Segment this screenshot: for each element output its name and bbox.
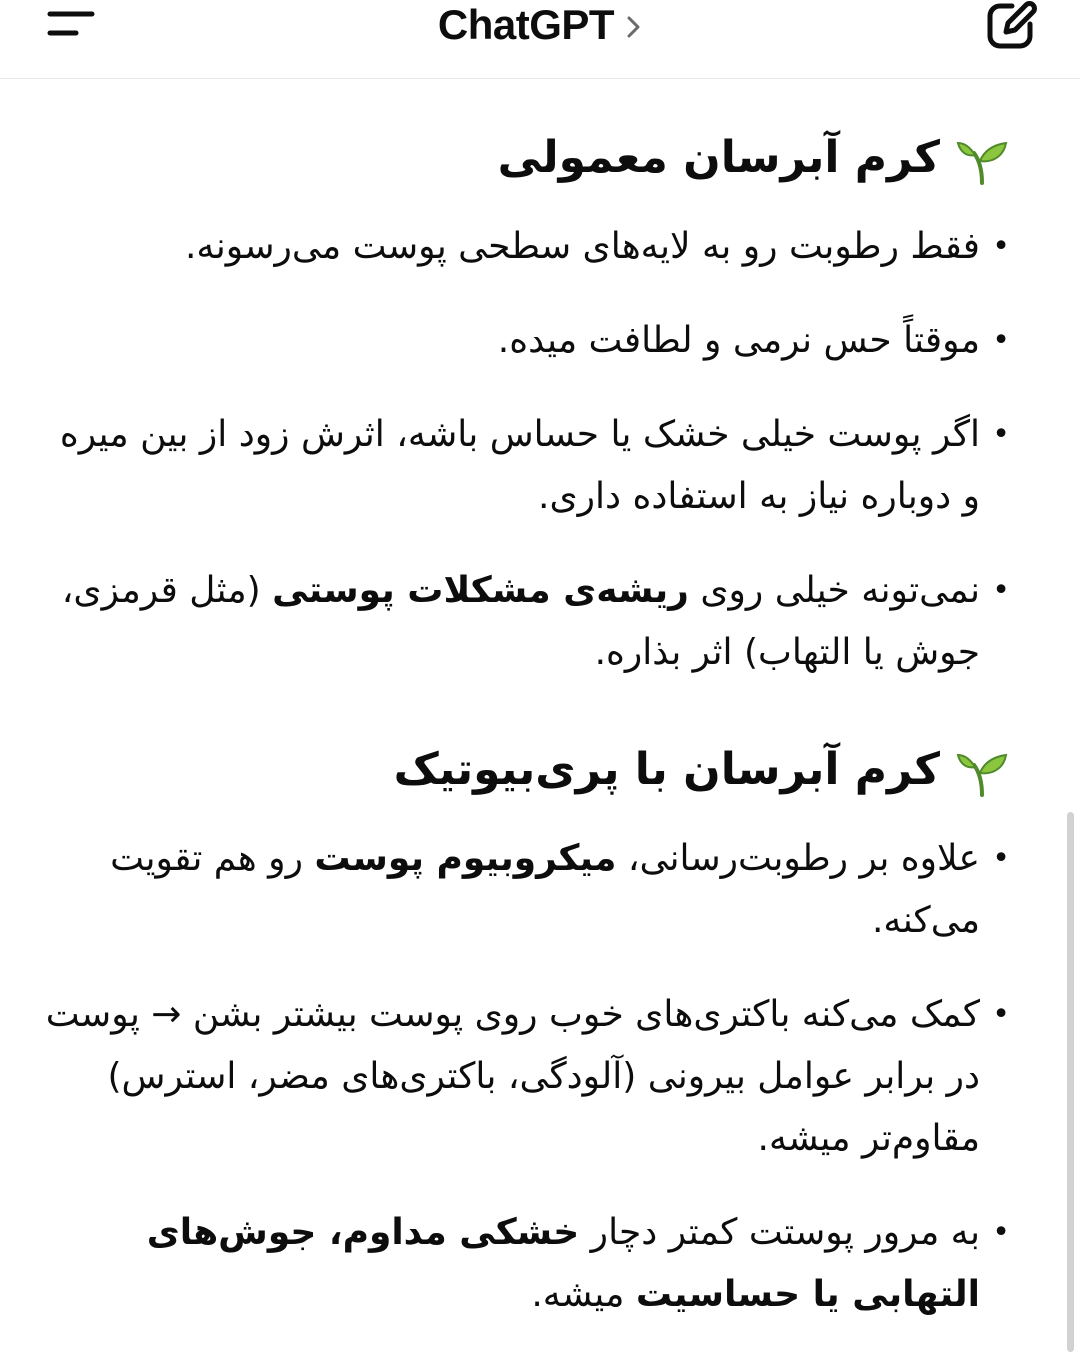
list-item-text: کمک می‌کنه باکتری‌های خوب روی پوست بیشتر بشن → پوست در برابر عوامل بیرونی (آلودگی، باکتری‌های مضر، استرس) مقاوم‌تر میشه. — [45, 994, 980, 1159]
bold-text: ریشه‌ی مشکلات پوستی — [272, 570, 689, 611]
new-chat-icon — [984, 0, 1040, 52]
message-content — [40, 100, 1010, 1326]
section-title: کرم آبرسان با پری‌بیوتیک — [393, 744, 940, 795]
list-item — [40, 1202, 1010, 1326]
section-heading — [40, 740, 1010, 800]
section-heading — [40, 128, 1010, 188]
list-item — [40, 404, 1010, 528]
bold-text: خشکی مداوم، جوش‌های التهابی یا حساسیت — [146, 1212, 980, 1315]
list-item-text: موقتاً حس نرمی و لطافت میده. — [497, 320, 980, 361]
bullet-list — [40, 216, 1010, 684]
list-item-text: فقط رطوبت رو به لایه‌های سطحی پوست می‌رسونه. — [184, 226, 980, 267]
list-item-text: نمی‌تونه خیلی روی — [688, 570, 980, 611]
chevron-right-icon — [626, 14, 642, 40]
list-item — [40, 216, 1010, 278]
bullet-list — [40, 828, 1010, 1326]
sprout-icon — [956, 131, 1010, 185]
list-item-text: به مرور پوستت کمتر دچار — [579, 1212, 980, 1253]
list-item — [40, 310, 1010, 372]
list-item-text: اگر پوست خیلی خشک یا حساس باشه، اثرش زود از بین میره و دوباره نیاز به استفاده داری. — [59, 414, 980, 517]
list-item-text: علاوه بر رطوبت‌رسانی، — [616, 838, 980, 879]
list-item — [40, 984, 1010, 1170]
sprout-icon — [956, 743, 1010, 797]
list-item — [40, 560, 1010, 684]
new-chat-button[interactable] — [984, 0, 1040, 52]
list-item-text: (مثل قرمزی، جوش یا التهاب) اثر بذاره. — [61, 570, 980, 673]
scrollbar[interactable] — [1067, 812, 1074, 1352]
list-item — [40, 828, 1010, 952]
model-selector[interactable] — [0, 0, 1080, 50]
bold-text: میکروبیوم پوست — [314, 838, 617, 879]
top-bar — [0, 0, 1080, 79]
list-item-text: میشه. — [531, 1274, 636, 1315]
app-title: ChatGPT — [437, 1, 615, 48]
list-item-text: رو هم تقویت می‌کنه. — [110, 838, 980, 941]
section-title: کرم آبرسان معمولی — [497, 132, 940, 183]
